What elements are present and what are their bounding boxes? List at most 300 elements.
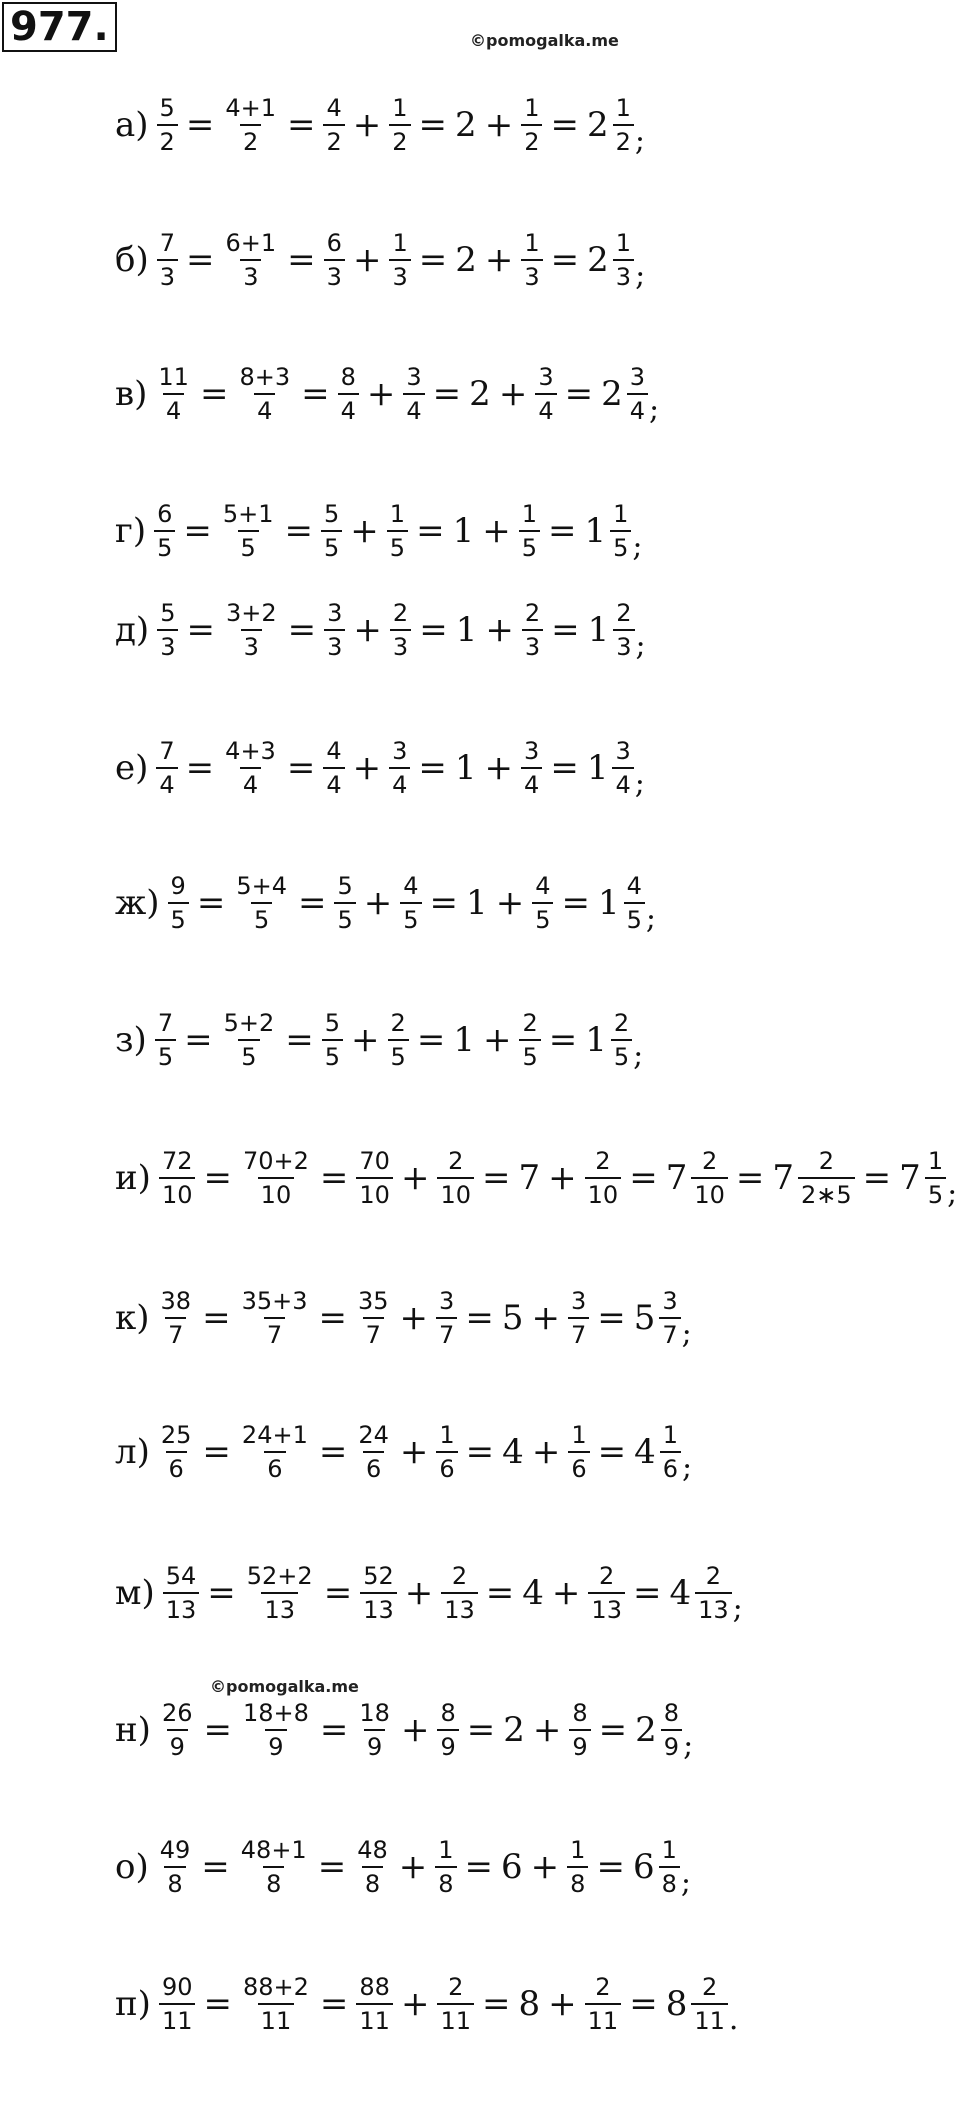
denominator: 3 <box>324 629 345 660</box>
integer: 2 <box>469 374 491 414</box>
numerator: 5 <box>337 871 353 900</box>
operator: + <box>531 1432 561 1472</box>
fraction <box>223 600 280 661</box>
equation-row <box>115 1133 957 1223</box>
operator: = <box>287 240 316 280</box>
fraction <box>239 1422 311 1483</box>
fraction <box>585 1148 622 1209</box>
integer: 1 <box>452 511 475 551</box>
operator: = <box>185 748 215 788</box>
integer: 4 <box>522 1573 544 1613</box>
fraction <box>659 1837 680 1898</box>
fraction <box>585 1974 622 2035</box>
equation-row <box>115 585 646 675</box>
fraction <box>613 230 634 291</box>
numerator: 1 <box>524 228 540 257</box>
denominator: 3 <box>157 259 178 290</box>
numerator: 3 <box>392 736 408 765</box>
numerator: 2 <box>390 1008 406 1037</box>
denominator: 8 <box>567 1866 588 1897</box>
numerator: 6 <box>157 499 173 528</box>
operator: = <box>416 511 445 551</box>
numerator: 26 <box>161 1698 193 1727</box>
operator: = <box>564 374 594 414</box>
fraction <box>519 1010 540 1071</box>
denominator: 5 <box>321 530 342 561</box>
denominator: 5 <box>925 1177 946 1208</box>
numerator: 70 <box>359 1146 390 1175</box>
numerator: 1 <box>571 1420 587 1449</box>
fraction <box>355 1422 392 1483</box>
denominator: 9 <box>167 1729 188 1760</box>
numerator: 18+8 <box>242 1698 309 1727</box>
fraction <box>324 230 345 291</box>
equation-end-mark: ; <box>645 901 656 936</box>
operator: = <box>323 1573 353 1613</box>
operator: = <box>184 1020 213 1060</box>
numerator: 4 <box>403 871 419 900</box>
mixed-whole-part: 6 <box>632 1847 655 1887</box>
operator: + <box>551 1573 581 1613</box>
denominator: 3 <box>389 259 410 290</box>
denominator: 5 <box>238 1039 259 1070</box>
equation-label: и) <box>115 1158 151 1198</box>
operator: + <box>353 610 382 650</box>
numerator: 5 <box>160 598 176 627</box>
equation-end-mark: ; <box>682 1450 693 1485</box>
operator: = <box>551 610 580 650</box>
mixed-whole-part: 1 <box>597 883 620 923</box>
operator: = <box>416 1020 446 1060</box>
denominator: 4 <box>403 393 424 424</box>
equation-label: е) <box>115 748 149 788</box>
integer: 6 <box>501 1847 523 1887</box>
mixed-whole-part: 1 <box>586 748 609 788</box>
denominator: 2 <box>323 124 344 155</box>
numerator: 35+3 <box>241 1286 308 1315</box>
denominator: 4 <box>521 767 542 798</box>
numerator: 88 <box>359 1972 390 2001</box>
numerator: 6+1 <box>225 228 277 257</box>
denominator: 5 <box>154 530 175 561</box>
operator: = <box>598 1710 628 1750</box>
denominator: 7 <box>165 1317 186 1348</box>
fraction <box>627 364 648 425</box>
mixed-whole-part: 5 <box>633 1298 656 1338</box>
denominator: 7 <box>568 1317 589 1348</box>
operator: + <box>484 240 514 280</box>
equation-label: н) <box>115 1710 151 1750</box>
integer: 7 <box>518 1158 541 1198</box>
denominator: 5 <box>610 530 631 561</box>
numerator: 24+1 <box>241 1420 308 1449</box>
mixed-whole-part: 1 <box>584 511 607 551</box>
fraction <box>240 1700 312 1761</box>
operator: + <box>532 1710 562 1750</box>
integer: 1 <box>454 748 477 788</box>
operator: + <box>484 105 514 145</box>
denominator: 9 <box>437 1729 458 1760</box>
fraction <box>624 873 645 934</box>
fraction <box>691 1148 728 1209</box>
fraction <box>521 95 542 156</box>
fraction <box>222 95 279 156</box>
integer: 2 <box>455 105 477 145</box>
denominator: 5 <box>168 902 189 933</box>
fraction <box>323 95 344 156</box>
fraction <box>387 501 408 562</box>
numerator: 2 <box>392 598 409 627</box>
operator: + <box>351 1020 380 1060</box>
equation-label: п) <box>115 1984 151 2024</box>
equation-row <box>115 1685 693 1775</box>
denominator: 3 <box>613 259 634 290</box>
fraction <box>158 1288 195 1349</box>
denominator: 4 <box>240 767 261 798</box>
denominator: 13 <box>441 1592 478 1623</box>
numerator: 2 <box>818 1146 834 1175</box>
operator: = <box>297 883 327 923</box>
denominator: 5 <box>238 530 259 561</box>
fraction <box>360 1563 397 1624</box>
denominator: 5 <box>624 902 645 933</box>
numerator: 2 <box>616 598 632 627</box>
equation-end-mark: ; <box>947 1176 958 1211</box>
numerator: 52 <box>363 1561 394 1590</box>
operator: = <box>286 105 316 145</box>
denominator: 7 <box>436 1317 457 1348</box>
fraction <box>436 1288 457 1349</box>
mixed-whole-part: 1 <box>585 1020 607 1060</box>
operator: = <box>199 374 229 414</box>
operator: + <box>548 1158 577 1198</box>
fraction <box>334 873 355 934</box>
fraction <box>156 738 177 799</box>
numerator: 54 <box>165 1561 197 1590</box>
numerator: 70+2 <box>242 1146 309 1175</box>
integer: 5 <box>501 1298 524 1338</box>
operator: + <box>482 511 511 551</box>
operator: + <box>400 1158 430 1198</box>
denominator: 3 <box>613 629 634 660</box>
operator: = <box>429 883 459 923</box>
numerator: 3 <box>439 1286 455 1315</box>
operator: = <box>466 1710 496 1750</box>
numerator: 1 <box>927 1146 944 1175</box>
denominator: 10 <box>258 1177 295 1208</box>
operator: = <box>629 1984 658 2024</box>
equation-end-mark: ; <box>649 392 660 427</box>
fraction <box>155 364 192 425</box>
numerator: 8 <box>440 1698 456 1727</box>
numerator: 4+1 <box>225 93 276 122</box>
integer: 8 <box>518 1984 541 2024</box>
denominator: 4 <box>323 767 344 798</box>
denominator: 6 <box>264 1451 285 1482</box>
fraction <box>168 873 189 934</box>
fraction <box>324 600 345 661</box>
fraction <box>223 230 280 291</box>
numerator: 4 <box>626 871 642 900</box>
fraction <box>660 1422 681 1483</box>
numerator: 3 <box>629 362 646 391</box>
operator: = <box>319 1158 349 1198</box>
denominator: 13 <box>261 1592 298 1623</box>
numerator: 8+3 <box>239 362 291 391</box>
denominator: 2 <box>157 124 178 155</box>
fraction <box>437 1148 474 1209</box>
operator: = <box>482 1158 511 1198</box>
operator: = <box>550 240 580 280</box>
operator: + <box>352 748 382 788</box>
denominator: 4 <box>612 767 633 798</box>
numerator: 1 <box>439 1420 455 1449</box>
operator: = <box>319 1710 349 1750</box>
fraction <box>233 873 290 934</box>
numerator: 2 <box>595 1146 611 1175</box>
numerator: 4 <box>326 93 342 122</box>
numerator: 1 <box>438 1835 454 1864</box>
fraction <box>519 501 540 562</box>
denominator: 5 <box>611 1039 632 1070</box>
integer: 2 <box>503 1710 525 1750</box>
numerator: 2 <box>701 1146 718 1175</box>
numerator: 1 <box>521 499 537 528</box>
numerator: 2 <box>595 1972 611 2001</box>
denominator: 8 <box>263 1866 284 1897</box>
fraction <box>157 600 178 661</box>
numerator: 9 <box>170 871 186 900</box>
denominator: 5 <box>532 902 553 933</box>
operator: = <box>550 105 579 145</box>
numerator: 1 <box>615 228 632 257</box>
numerator: 1 <box>570 1835 586 1864</box>
numerator: 7 <box>157 1008 174 1037</box>
equation-end-mark: ; <box>634 123 645 158</box>
numerator: 24 <box>358 1420 389 1449</box>
fraction <box>355 1288 392 1349</box>
operator: = <box>185 105 215 145</box>
denominator: 4 <box>338 393 359 424</box>
fraction <box>613 95 634 156</box>
denominator: 3 <box>157 629 178 660</box>
denominator: 2 <box>389 124 410 155</box>
denominator: 7 <box>264 1317 285 1348</box>
fraction <box>925 1148 946 1209</box>
fraction <box>155 1010 176 1071</box>
operator: = <box>485 1573 515 1613</box>
numerator: 6 <box>326 228 342 257</box>
numerator: 38 <box>160 1286 192 1315</box>
operator: = <box>464 1847 494 1887</box>
operator: = <box>186 610 215 650</box>
fraction <box>436 1422 457 1483</box>
denominator: 3 <box>390 629 411 660</box>
numerator: 1 <box>662 1420 679 1449</box>
denominator: 13 <box>588 1592 625 1623</box>
operator: + <box>498 374 528 414</box>
denominator: 3 <box>522 629 543 660</box>
numerator: 1 <box>524 93 540 122</box>
numerator: 25 <box>160 1420 192 1449</box>
integer: 1 <box>453 1020 475 1060</box>
fraction <box>441 1563 478 1624</box>
mixed-whole-part: 8 <box>665 1984 688 2024</box>
mixed-whole-part: 4 <box>634 1432 656 1472</box>
fraction <box>437 1974 474 2035</box>
fraction <box>691 1974 728 2035</box>
fraction <box>437 1700 458 1761</box>
fraction <box>568 1288 589 1349</box>
fraction <box>356 1974 393 2035</box>
numerator: 35 <box>357 1286 389 1315</box>
fraction <box>521 738 542 799</box>
numerator: 48+1 <box>240 1835 307 1864</box>
denominator: 6 <box>363 1451 384 1482</box>
fraction <box>354 1837 391 1898</box>
fraction <box>798 1148 855 1209</box>
fraction <box>661 1700 682 1761</box>
denominator: 8 <box>659 1866 680 1897</box>
operator: + <box>400 1710 430 1750</box>
operator: = <box>418 240 448 280</box>
fraction <box>240 1148 312 1209</box>
numerator: 3 <box>615 736 631 765</box>
equation-label: о) <box>115 1847 149 1887</box>
equation-row <box>115 995 643 1085</box>
numerator: 8 <box>572 1698 588 1727</box>
denominator: 4 <box>156 767 177 798</box>
equation-end-mark: ; <box>635 258 646 293</box>
numerator: 5 <box>324 1008 341 1037</box>
fraction <box>154 501 175 562</box>
operator: + <box>398 1847 428 1887</box>
operator: = <box>287 610 317 650</box>
fraction <box>238 1837 310 1898</box>
equation-end-mark: . <box>728 2002 739 2037</box>
operator: = <box>319 1984 349 2024</box>
fraction <box>612 738 633 799</box>
mixed-whole-part: 7 <box>899 1158 921 1198</box>
fraction <box>610 501 631 562</box>
operator: = <box>597 1298 626 1338</box>
equation-row <box>115 1548 743 1638</box>
numerator: 1 <box>389 499 406 528</box>
operator: = <box>318 1298 347 1338</box>
denominator: 9 <box>569 1729 590 1760</box>
equation-row <box>115 486 643 576</box>
numerator: 49 <box>159 1835 191 1864</box>
fraction <box>400 873 421 934</box>
operator: = <box>432 374 462 414</box>
denominator: 11 <box>258 2003 295 2034</box>
denominator: 13 <box>360 1592 397 1623</box>
denominator: 10 <box>437 1177 474 1208</box>
numerator: 5 <box>324 499 340 528</box>
operator: = <box>285 1020 314 1060</box>
numerator: 3 <box>662 1286 678 1315</box>
integer: 1 <box>455 610 478 650</box>
numerator: 2 <box>613 1008 630 1037</box>
numerator: 72 <box>161 1146 193 1175</box>
fraction <box>535 364 556 425</box>
operator: = <box>301 374 330 414</box>
operator: = <box>596 1847 625 1887</box>
denominator: 6 <box>660 1451 681 1482</box>
operator: = <box>629 1158 658 1198</box>
fraction <box>389 95 410 156</box>
fraction <box>521 230 542 291</box>
numerator: 48 <box>357 1835 388 1864</box>
mixed-whole-part: 7 <box>772 1158 795 1198</box>
equation-label: л) <box>115 1432 150 1472</box>
denominator: 7 <box>363 1317 384 1348</box>
denominator: 11 <box>159 2003 196 2034</box>
equation-end-mark: ; <box>732 1591 743 1626</box>
denominator: 5 <box>251 902 272 933</box>
denominator: 3 <box>521 259 542 290</box>
denominator: 6 <box>166 1451 187 1482</box>
integer: 1 <box>466 883 488 923</box>
denominator: 10 <box>585 1177 622 1208</box>
operator: + <box>485 610 514 650</box>
denominator: 2 <box>240 124 261 155</box>
numerator: 3 <box>406 362 422 391</box>
numerator: 5+4 <box>236 871 287 900</box>
equation-row <box>115 1822 691 1912</box>
fraction <box>613 600 634 661</box>
numerator: 2 <box>599 1561 615 1590</box>
fraction <box>695 1563 732 1624</box>
denominator: 11 <box>437 2003 474 2034</box>
equation-row <box>115 1273 692 1363</box>
operator: + <box>482 1020 512 1060</box>
equation-end-mark: ; <box>632 529 643 564</box>
equation-row <box>115 215 645 305</box>
operator: = <box>201 1847 230 1887</box>
numerator: 8 <box>663 1698 680 1727</box>
denominator: 4 <box>254 393 275 424</box>
denominator: 2 <box>613 124 634 155</box>
equation-row <box>115 723 645 813</box>
equation-label: г) <box>115 511 147 551</box>
equation-row <box>115 1407 692 1497</box>
operator: + <box>352 105 382 145</box>
numerator: 2 <box>448 1146 464 1175</box>
fraction <box>163 1563 200 1624</box>
operator: = <box>862 1158 892 1198</box>
operator: = <box>203 1710 232 1750</box>
operator: = <box>207 1573 236 1613</box>
numerator: 5+1 <box>222 499 274 528</box>
operator: = <box>203 1984 232 2024</box>
numerator: 2 <box>524 598 541 627</box>
operator: = <box>548 1020 578 1060</box>
numerator: 52+2 <box>246 1561 313 1590</box>
operator: = <box>632 1573 662 1613</box>
equation-label: в) <box>115 374 148 414</box>
fraction <box>157 95 178 156</box>
fraction <box>159 1700 196 1761</box>
denominator: 11 <box>356 2003 393 2034</box>
mixed-whole-part: 2 <box>586 105 609 145</box>
fraction <box>338 364 359 425</box>
fraction <box>435 1837 456 1898</box>
fraction <box>403 364 424 425</box>
equation-label: з) <box>115 1020 147 1060</box>
equation-row <box>115 1959 738 2049</box>
equation-end-mark: ; <box>635 628 646 663</box>
